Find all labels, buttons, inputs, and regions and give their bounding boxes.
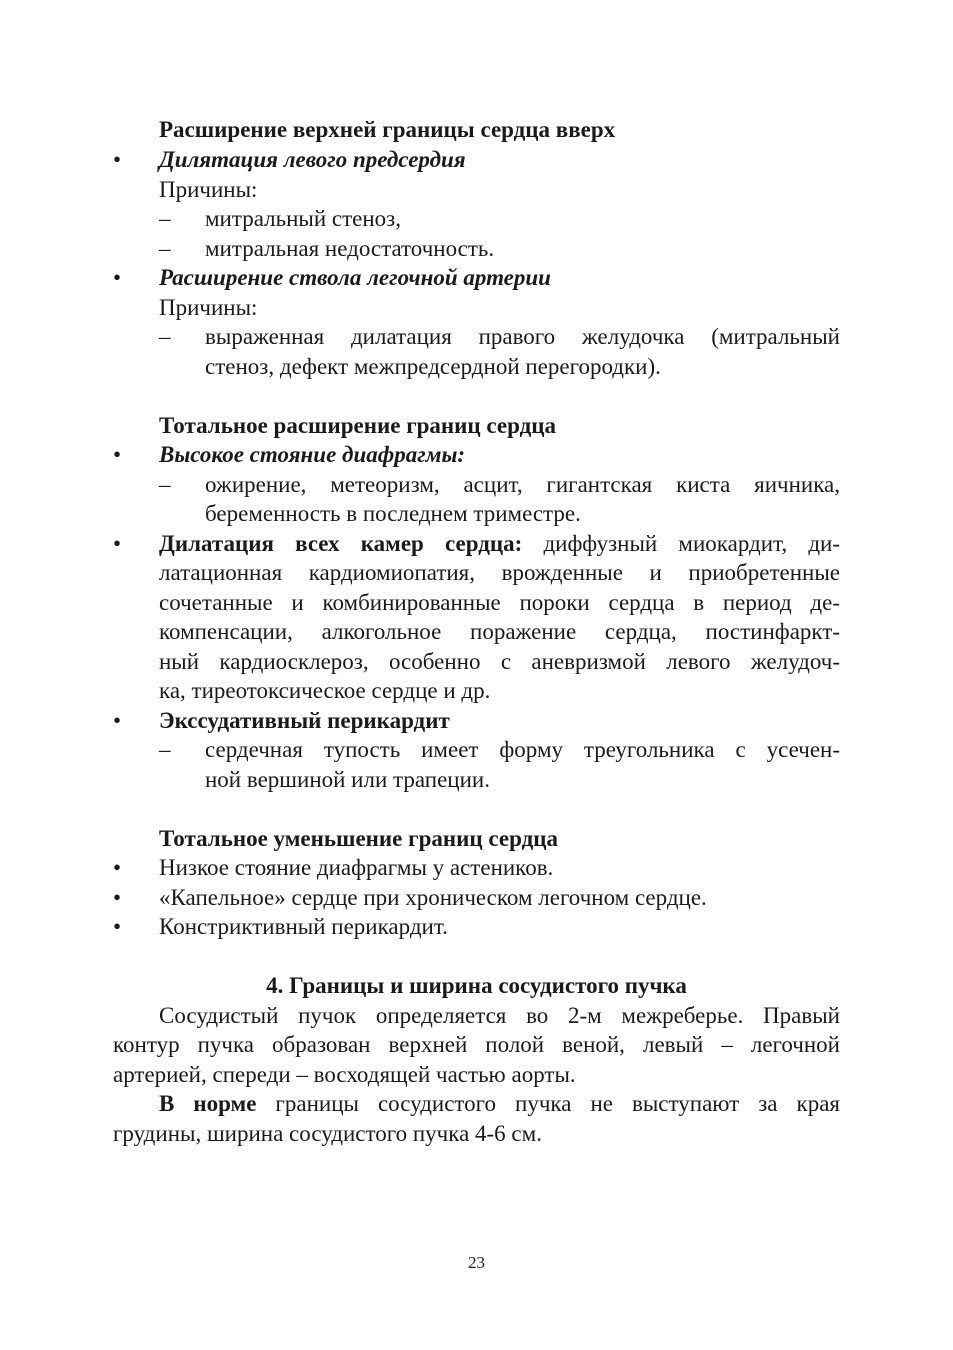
cause-line: выраженная дилатация правого желудочка (митральный <box>205 324 840 349</box>
text-line: ка, тиреотоксическое сердце и др. <box>159 678 491 703</box>
paragraph-line: Сосудистый пучок определяется во 2-м межреберье. Правый <box>159 1003 840 1028</box>
text-line: сочетанные и комбинированные пороки сердца в период де- <box>159 590 840 615</box>
paragraph-line: контур пучка образован верхней полой веной, левый – легочной <box>113 1032 840 1057</box>
dash-marker: – <box>159 737 171 762</box>
bullet-marker: • <box>113 914 122 939</box>
item-title-pericarditis: Экссудативный перикардит <box>159 708 450 733</box>
list-item: Констриктивный перикардит. <box>159 914 448 939</box>
text-line: ной вершиной или трапеции. <box>205 767 490 792</box>
emphasis-normal: В норме <box>159 1091 257 1116</box>
page-number: 23 <box>468 1253 485 1272</box>
section-title-vascular-bundle: 4. Границы и ширина сосудистого пучка <box>266 973 687 998</box>
text-line: беременность в последнем триместре. <box>205 501 581 526</box>
text-line: сердечная тупость имеет форму треугольника с усечен- <box>205 737 840 762</box>
text-run: диффузный миокардит, ди- <box>522 531 840 556</box>
text-line: компенсации, алкогольное поражение сердца, постинфаркт- <box>159 619 840 644</box>
item-title-dilatation: Дилатация всех камер сердца: <box>159 531 523 556</box>
bullet-marker: • <box>113 708 122 733</box>
bullet-marker: • <box>113 855 122 880</box>
paragraph-line: грудины, ширина сосудистого пучка 4-6 см. <box>113 1121 542 1146</box>
text-line <box>159 529 840 559</box>
causes-label: Причины: <box>159 177 258 202</box>
bullet-marker: • <box>113 531 122 556</box>
section-heading-upper-border: Расширение верхней границы сердца вверх <box>159 117 616 142</box>
dash-marker: – <box>159 324 171 349</box>
text-run: границы сосудистого пучка не выступают за края <box>256 1091 840 1116</box>
cause-item: митральная недостаточность. <box>205 236 495 261</box>
causes-label: Причины: <box>159 295 258 320</box>
text-line: латационная кардиомиопатия, врожденные и приобретенные <box>159 560 840 585</box>
paragraph-line: артерией, спереди – восходящей частью аорты. <box>113 1062 576 1087</box>
cause-item: митральный стеноз, <box>205 206 402 231</box>
bullet-marker: • <box>113 265 122 290</box>
dash-marker: – <box>159 472 171 497</box>
list-item: «Капельное» сердце при хроническом легочном сердце. <box>159 885 707 910</box>
dash-marker: – <box>159 206 171 231</box>
bullet-marker: • <box>113 885 122 910</box>
list-item: Низкое стояние диафрагмы у астеников. <box>159 855 554 880</box>
dash-marker: – <box>159 236 171 261</box>
section-heading-total-reduction: Тотальное уменьшение границ сердца <box>159 826 558 851</box>
text-line: ожирение, метеоризм, асцит, гигантская киста яичника, <box>205 472 840 497</box>
item-title-pulmonary-artery: Расширение ствола легочной артерии <box>159 265 551 290</box>
bullet-marker: • <box>113 147 122 172</box>
item-title-left-atrium: Дилятация левого предсердия <box>159 147 466 172</box>
bullet-marker: • <box>113 442 122 467</box>
section-heading-total-expansion: Тотальное расширение границ сердца <box>159 413 557 438</box>
paragraph-line <box>159 1089 840 1119</box>
cause-line: стеноз, дефект межпредсердной перегородки). <box>205 354 661 379</box>
item-title-high-diaphragm: Высокое стояние диафрагмы: <box>159 442 466 467</box>
text-line: ный кардиосклероз, особенно с аневризмой левого желудоч- <box>159 649 840 674</box>
